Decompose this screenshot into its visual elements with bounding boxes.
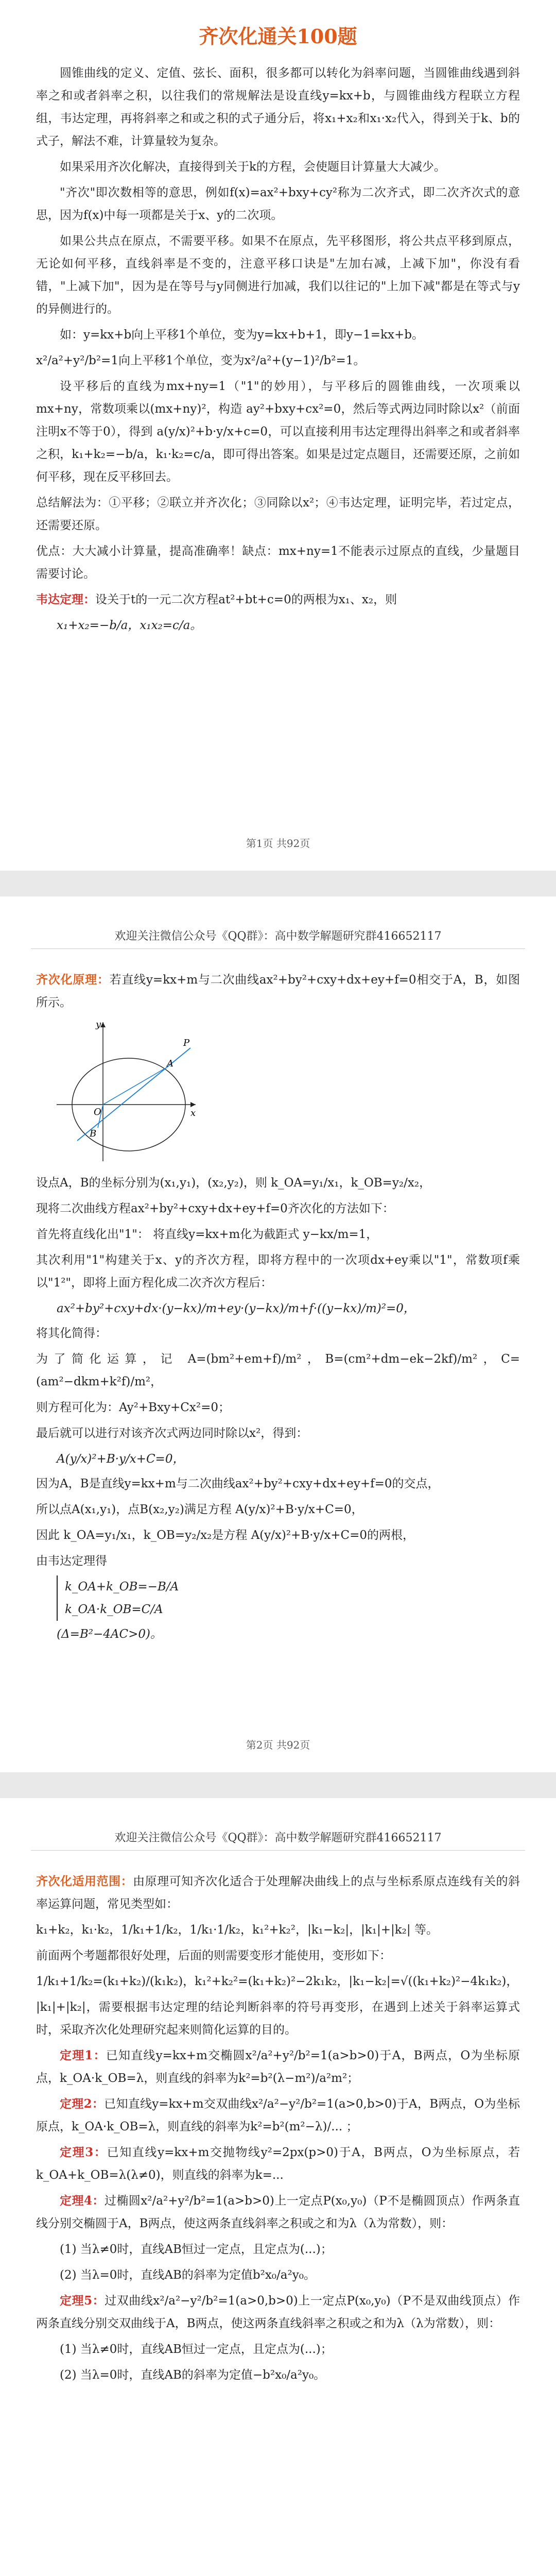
page-footer: 第2页 共92页 [246,1739,310,1751]
paragraph: 所以点A(x₁,y₁)，点B(x₂,y₂)满足方程 A(y/x)²+B·y/x+C=0， [36,1503,363,1516]
lemma-label: 韦达定理： [36,592,95,606]
theorem-label: 定理2： [60,2097,105,2111]
paragraph: 前面两个考题都很好处理，后面的则需要变形才能使用，变形如下： [36,1949,391,1962]
theorem-label: 定理5： [60,2294,105,2308]
point-p-label: P [183,1038,190,1048]
paragraph: 设点A，B的坐标分别为(x₁,y₁)，(x₂,y₂)，则 k_OA=y₁/x₁，k_OB=y₂/x₂， [36,1176,431,1190]
theorem-text: 已知直线y=kx+m交椭圆x²/a²+y²/b²=1(a>b>0)于A，B两点，O为坐标原点，k_OA·k_OB=λ，则直线的斜率为k²=b²(λ−m²)/a²m²； [36,2049,520,2085]
lemma [36,588,520,611]
page2-body [36,969,520,1648]
page1-body [36,62,520,639]
paragraph: 现将二次曲线方程ax²+by²+cxy+dx+ey+f=0齐次化的方法如下： [36,1202,394,1215]
scope-label: 齐次化适用范围： [36,1874,133,1888]
line [77,1048,190,1141]
theorem-sub: (2) 当λ=0时，直线AB的斜率为定值b²x₀/a²y₀。 [60,2268,316,2282]
paragraph: 将其化简得： [36,1327,107,1340]
figure-container [36,1017,520,1172]
lemma-equation: x₁+x₂=−b/a，x₁x₂=c/a。 [57,619,202,632]
paragraph: 由韦达定理得 [36,1554,107,1568]
theorem-4 [36,2190,520,2235]
page-1 [0,0,556,871]
paragraph: 其次利用"1"构建关于x、y的齐次方程，即将方程中的一次项dx+ey乘以"1"，常数项f乘以"1²"，即将上面方程化成二次齐次方程后： [36,1253,520,1290]
page-header: 欢迎关注微信公众号《QQ群》：高中数学解题研究群416652117 [31,927,525,949]
scope-text: 由原理可知齐次化适合于处理解决曲线上的点与坐标系原点连线有关的斜率运算问题，常见类型如： [36,1875,520,1911]
theorem-label: 定理3： [60,2145,107,2159]
theorem-label: 定理1： [60,2048,106,2062]
discriminant-condition: (Δ=B²−4AC>0)。 [57,1628,162,1641]
paragraph: 设平移后的直线为mx+ny=1（"1"的妙用），与平移后的圆锥曲线，一次项乘以mx+ny，常数项乘以(mx+ny)²，构造 ay²+bxy+cx²=0，然后等式两边同时除以x²（前面注明x不等于0），得到 a(y/x)²+b·y/x+c=0，可以直接利用韦达定理得出斜率之和或者斜率之积，k₁+k₂=−b/a，k₁·k₂=c/a，即可得出答案。如果是过定点题目，还需要还原，之前如何平移，现在反平移回去。 [36,380,520,484]
paragraph: 如：y=kx+b向上平移1个单位，变为y=kx+b+1，即y−1=kx+b。 [60,328,424,342]
theorem-text: 已知直线y=kx+m交抛物线y²=2px(p>0)于A，B两点，O为坐标原点，若k_OA+k_OB=λ(λ≠0)，则直线的斜率为k=... [36,2146,520,2182]
paragraph: 最后就可以进行对该齐次式两边同时除以x²，得到： [36,1427,308,1440]
theorem-3 [36,2141,520,2187]
paragraph: 首先将直线化出"1"： 将直线y=kx+m化为截距式 y−kx/m=1， [36,1228,378,1241]
types-list: k₁+k₂，k₁·k₂，1/k₁+1/k₂，1/k₁·1/k₂，k₁²+k₂²，|k₁−k₂|，|k₁|+|k₂| 等。 [36,1923,438,1937]
scope [36,1870,520,1916]
theorem-sub: (2) 当λ=0时，直线AB的斜率为定值−b²x₀/a²y₀。 [60,2368,326,2382]
theorem-text: 已知直线y=kx+m交双曲线x²/a²−y²/b²=1(a>0,b>0)于A，B两点，O为坐标原点，k_OA·k_OB=λ，则直线的斜率为k²=b²(m²−λ)/... ； [36,2097,520,2133]
origin-label: O [94,1107,101,1117]
vieta-sum: k_OA+k_OB=−B/A [65,1580,179,1594]
paragraph: 因此 k_OA=y₁/x₁，k_OB=y₂/x₂是方程 A(y/x)²+B·y/x+C=0的两根， [36,1529,415,1542]
ellipse-figure [46,1017,201,1166]
theorem-5 [36,2290,520,2335]
page-2 [0,896,556,1772]
paragraph: 因为A，B是直线y=kx+m与二次曲线ax²+by²+cxy+dx+ey+f=0的交点， [36,1477,440,1490]
theorem-sub: (1) 当λ≠0时，直线AB恒过一定点，且定点为(...)； [60,2243,333,2256]
paragraph: |k₁|+|k₂|，需要根据韦达定理的结论判断斜率的符号再变形，在遇到上述关于斜率运算式时，采取齐次化处理研究起来则简化运算的目的。 [36,2001,520,2037]
theorem-text: 过双曲线x²/a²−y²/b²=1(a>0,b>0)上一定点P(x₀,y₀)（P不是双曲线顶点）作两条直线分别交双曲线于A，B两点，使这两条直线斜率之积或之和为λ（λ为常数），则： [36,2294,520,2330]
vieta-system [57,1575,520,1621]
page-footer: 第1页 共92页 [246,837,310,850]
paragraph: 优点：大大减小计算量，提高准确率！缺点：mx+ny=1不能表示过原点的直线，少量题目需要讨论。 [36,545,520,581]
principle-text: 若直线y=kx+m与二次曲线ax²+by²+cxy+dx+ey+f=0相交于A，B，如图所示。 [36,973,520,1009]
point-b-label: B [90,1128,97,1139]
paragraph: x²/a²+y²/b²=1向上平移1个单位，变为x²/a²+(y−1)²/b²=1。 [36,354,366,367]
equation: A(y/x)²+B·y/x+C=0， [57,1452,185,1466]
segment-oa [103,1069,165,1105]
principle-label: 齐次化原理： [36,973,110,987]
document-title: 齐次化通关100题 [199,25,357,48]
y-arrow-icon [100,1022,106,1027]
paragraph: 为了简化运算，记 A=(bm²+em+f)/m²，B=(cm²+dm−ek−2kf)/m²，C=(am²−dkm+k²f)/m²， [36,1352,520,1388]
paragraph: 如果公共点在原点，不需要平移。如果不在原点，先平移图形，将公共点平移到原点，无论如何平移，直线斜率是不变的，注意平移口诀是"左加右减，上减下加"，你没有看错，"上减下加"，因为是在等号与y同侧进行加减，我们以往记的"上加下减"都是在等式与y的异侧进行的。 [36,234,520,316]
point-a-label: A [167,1058,173,1069]
paragraph: 则方程可化为：Ay²+Bxy+Cx²=0； [36,1401,230,1414]
paragraph: 圆锥曲线的定义、定值、弦长、面积，很多都可以转化为斜率问题，当圆锥曲线遇到斜率之和或者斜率之积，以往我们的常规解法是设直线y=kx+b，与圆锥曲线方程联立方程组，韦达定理，再将斜率之和或之积的式子通分后，将x₁+x₂和x₁·x₂代入，得到关于k、b的式子，解法不难，计算量较为复杂。 [36,66,520,148]
x-arrow-icon [190,1102,196,1107]
theorem-sub: (1) 当λ≠0时，直线AB恒过一定点，且定点为(...)； [60,2343,333,2356]
x-label: x [190,1108,196,1118]
paragraph: "齐次"即次数相等的意思，例如f(x)=ax²+bxy+cy²称为二次齐式，即二次齐次式的意思，因为f(x)中每一项都是关于x、y的二次项。 [36,186,520,222]
theorem-text: 过椭圆x²/a²+y²/b²=1(a>b>0)上一定点P(x₀,y₀)（P不是椭圆顶点）作两条直线分别交椭圆于A，B两点，使这两条直线斜率之积或之和为λ（λ为常数），则： [36,2194,520,2230]
equation: ax²+by²+cxy+dx·(y−kx)/m+ey·(y−kx)/m+f·((y−kx)/m)²=0， [57,1302,415,1315]
page3-body [36,1870,520,2389]
y-label: y [96,1019,101,1030]
page-header: 欢迎关注微信公众号《QQ群》：高中数学解题研究群416652117 [31,1829,525,1851]
paragraph: 如果采用齐次化解决，直接得到关于k的方程，会使题目计算量大大减少。 [60,160,446,174]
lemma-text: 设关于t的一元二次方程at²+bt+c=0的两根为x₁、x₂，则 [95,593,397,606]
page-3 [0,1798,556,2576]
theorem-2 [36,2093,520,2138]
theorem-1 [36,2044,520,2090]
paragraph: 1/k₁+1/k₂=(k₁+k₂)/(k₁k₂)，k₁²+k₂²=(k₁+k₂)²−2k₁k₂，|k₁−k₂|=√((k₁+k₂)²−4k₁k₂)， [36,1975,518,1988]
principle [36,969,520,1014]
paragraph: 总结解法为：①平移；②联立并齐次化；③同除以x²；④韦达定理，证明完毕，若过定点，还需要还原。 [36,496,520,532]
theorem-label: 定理4： [60,2194,105,2208]
vieta-product: k_OA·k_OB=C/A [65,1603,163,1616]
